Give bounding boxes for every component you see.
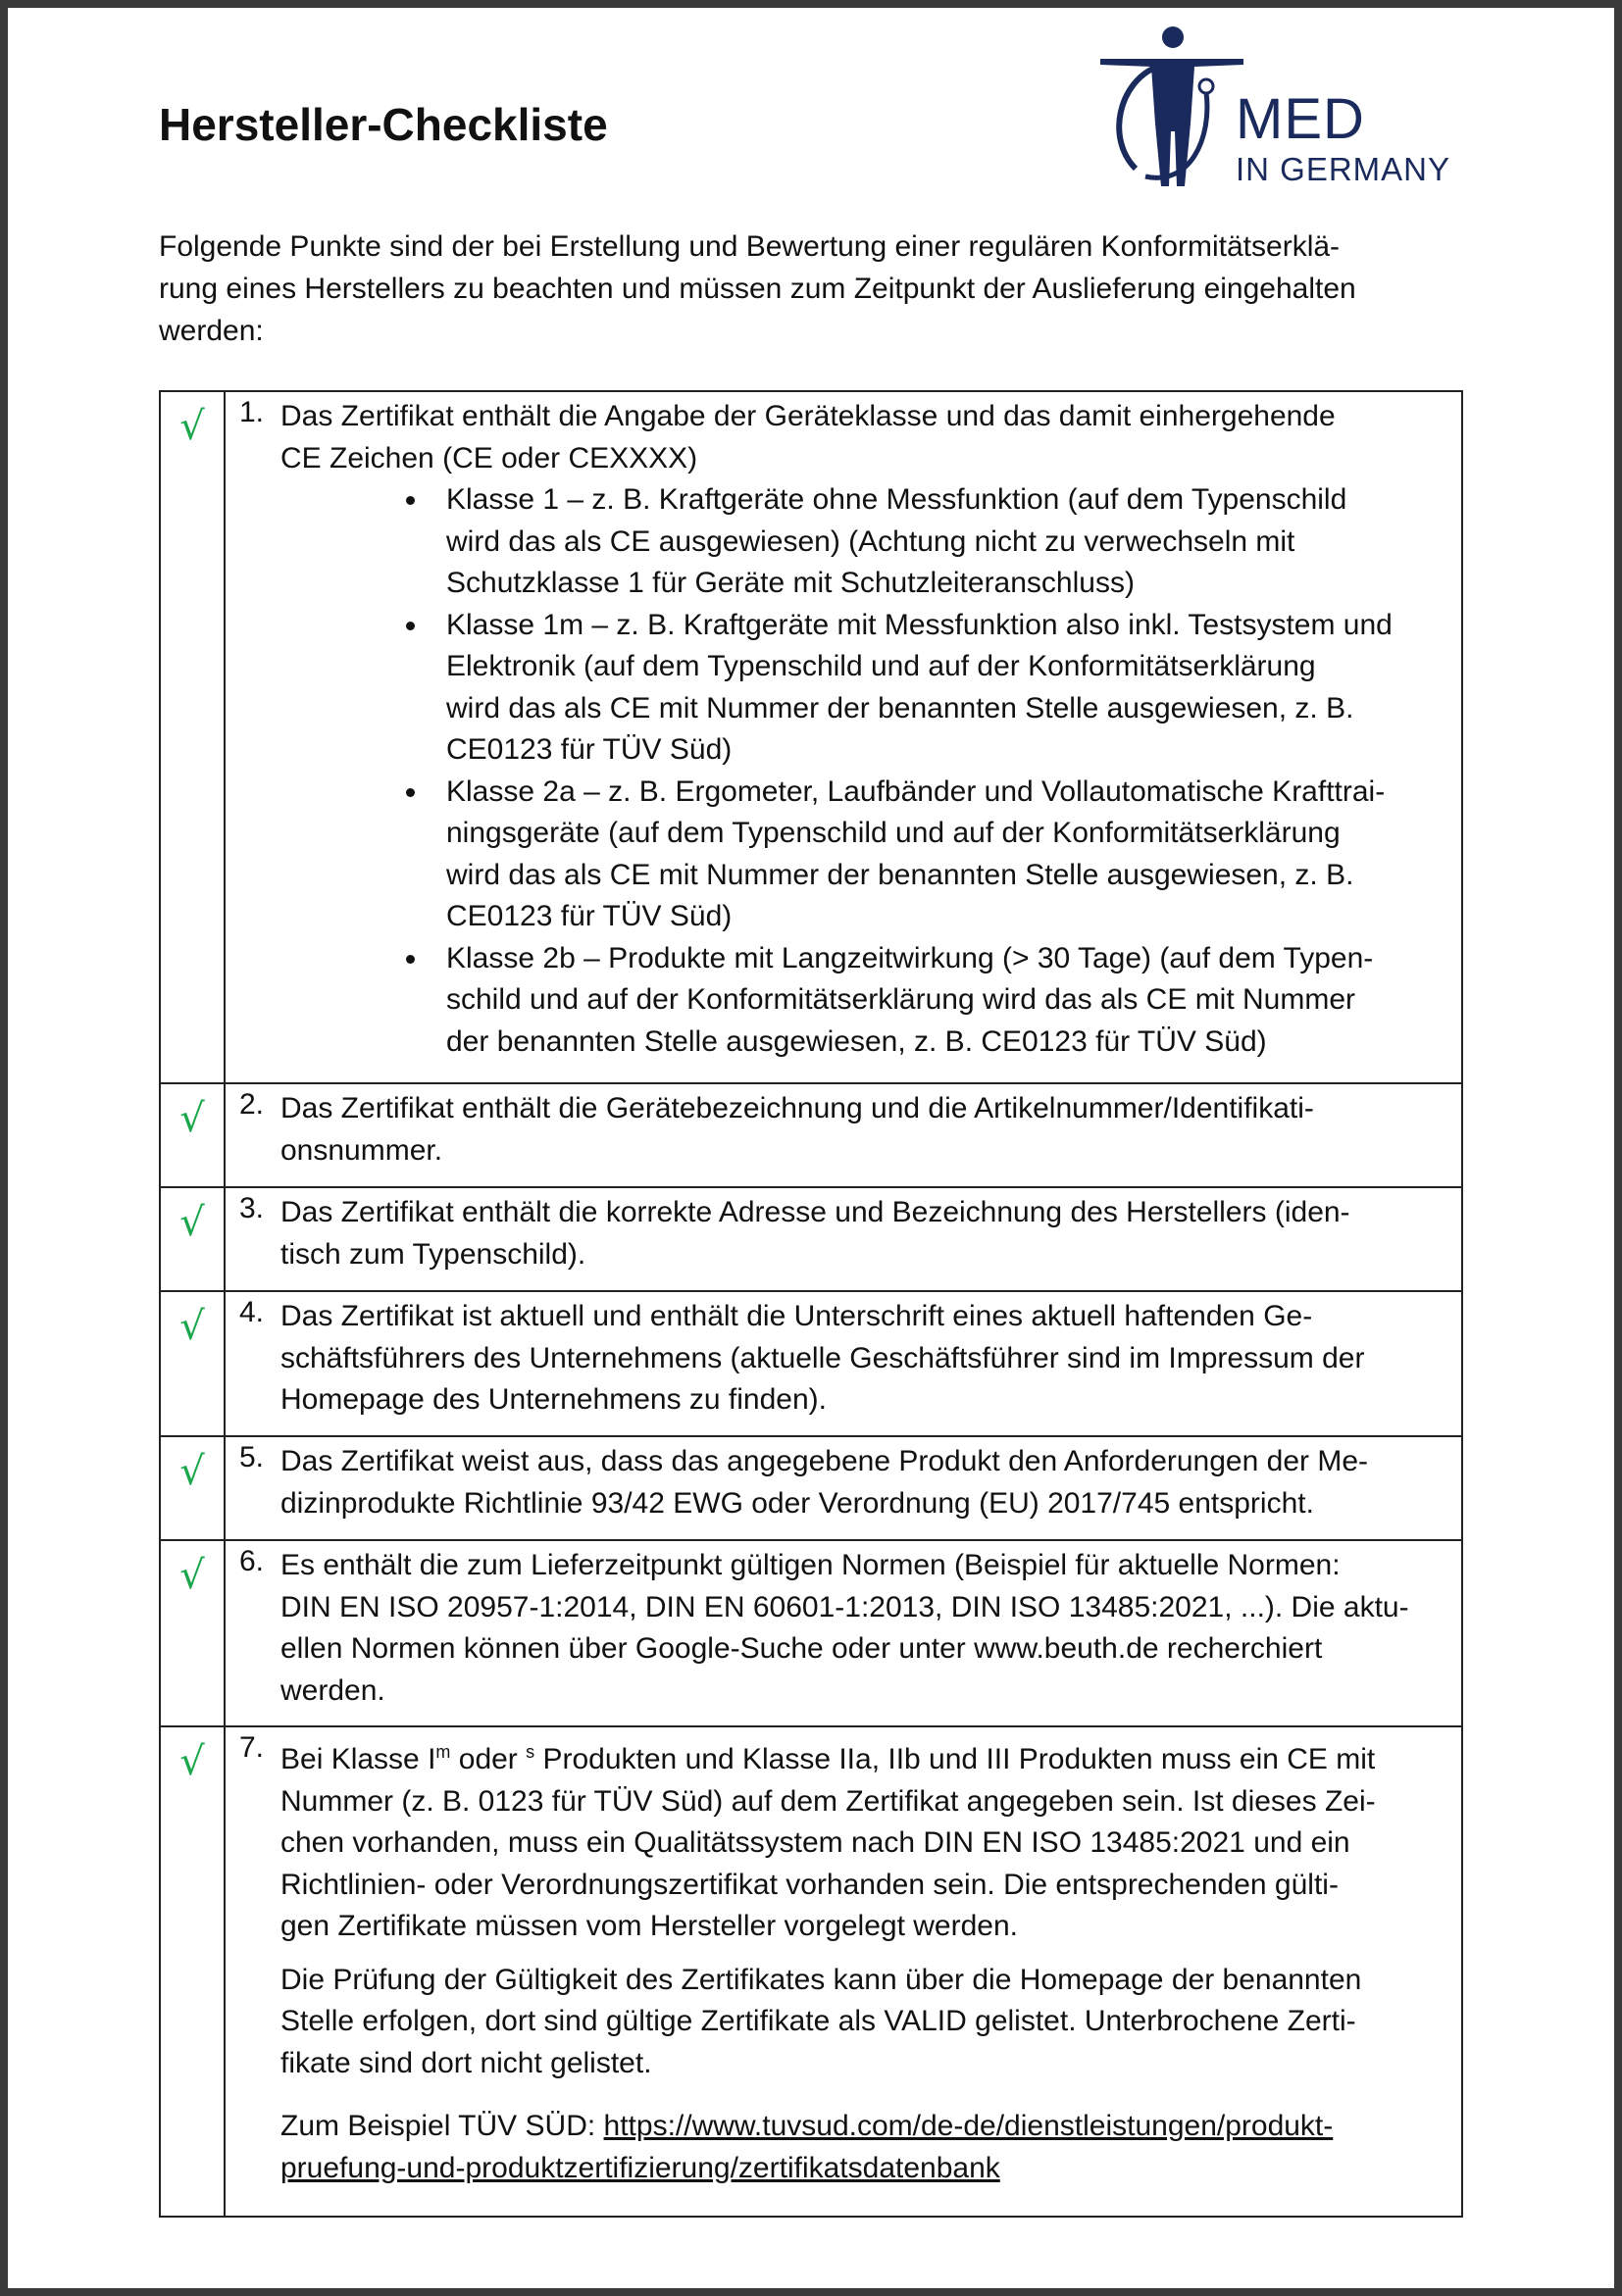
item-text-fragment: Bei Klasse I [280, 1743, 436, 1775]
tuvsud-link[interactable]: https://www.tuvsud.com/de-de/dienstleistungen/produkt- [603, 2110, 1334, 2142]
bullet-text-line: ningsgeräte (auf dem Typenschild und auf der Konformitätserklärung [446, 817, 1341, 849]
item-text-fragment: Produkten und Klasse IIa, IIb und III Produkten muss ein CE mit [534, 1743, 1376, 1775]
vitruvian-figure-icon [1096, 22, 1253, 198]
item-text-line: onsnummer. [280, 1133, 443, 1167]
checklist-row [160, 1291, 1462, 1436]
bullet-item [239, 938, 1447, 1064]
superscript-m: m [435, 1742, 451, 1762]
item-text-line: dizinprodukte Richtlinie 93/42 EWG oder Verordnung (EU) 2017/745 entspricht. [280, 1486, 1314, 1520]
intro-line: rung eines Herstellers zu beachten und müssen zum Zeitpunkt der Auslieferung eingehalten [159, 273, 1356, 305]
bullet-text-line: schild und auf der Konformitätserklärung wird das als CE mit Nummer [446, 983, 1356, 1016]
checklist-table [159, 390, 1463, 2218]
item-text-line: ellen Normen können über Google-Suche oder unter www.beuth.de recherchiert [280, 1632, 1323, 1665]
item-text-line: gen Zertifikate müssen vom Hersteller vorgelegt werden. [280, 1910, 1018, 1942]
bullet-icon [406, 622, 415, 630]
bullet-text-line: Klasse 2a – z. B. Ergometer, Laufbänder und Vollautomatische Krafttrai- [446, 774, 1386, 808]
checkmark-icon: √ [160, 1726, 225, 2217]
item-text-line: tisch zum Typenschild). [280, 1237, 586, 1271]
bullet-text-line: Elektronik (auf dem Typenschild und auf der Konformitätserklärung [446, 650, 1316, 682]
item-text-line: fikate sind dort nicht gelistet. [280, 2046, 652, 2079]
bullet-text-line: Klasse 2b – Produkte mit Langzeitwirkung (> 30 Tage) (auf dem Typen- [446, 941, 1374, 974]
checklist-row [160, 1187, 1462, 1291]
document-page [8, 8, 1614, 2288]
item-text-line: Es enthält die zum Lieferzeitpunkt gültigen Normen (Beispiel für aktuelle Normen: [280, 1549, 1341, 1581]
checklist-row [160, 1083, 1462, 1187]
item-text-line [280, 1731, 1375, 1781]
checklist-item-2 [225, 1083, 1462, 1187]
bullet-text-line: Schutzklasse 1 für Geräte mit Schutzleiteranschluss) [446, 567, 1135, 599]
checkmark-icon: √ [160, 1540, 225, 1726]
example-line [239, 2106, 1447, 2148]
checklist-item-5 [225, 1436, 1462, 1540]
item-number: 2. [239, 1088, 265, 1121]
bullet-text-line: CE0123 für TÜV Süd) [446, 900, 733, 932]
bullet-text-line: wird das als CE mit Nummer der benannten Stelle ausgewiesen, z. B. [446, 691, 1354, 724]
bullet-text-line: wird das als CE ausgewiesen) (Achtung nicht zu verwechseln mit [446, 524, 1295, 558]
bullet-item [239, 772, 1447, 938]
item-text-line: Stelle erfolgen, dort sind gültige Zertifikate als VALID gelistet. Unterbrochene Zerti- [280, 2005, 1356, 2037]
item-text-line: werden. [280, 1673, 385, 1707]
checklist-item-6 [225, 1540, 1462, 1726]
item-text-line: DIN EN ISO 20957-1:2014, DIN EN 60601-1:2013, DIN ISO 13485:2021, ...). Die aktu- [280, 1590, 1409, 1623]
item-number: 6. [239, 1545, 265, 1577]
item-text-line: Die Prüfung der Gültigkeit des Zertifikates kann über die Homepage der benannten [280, 1963, 1362, 1996]
page-title: Hersteller-Checkliste [159, 99, 608, 150]
example-prefix: Zum Beispiel TÜV SÜD: [280, 2110, 604, 2142]
checklist-row [160, 391, 1462, 1083]
item-text-line: Das Zertifikat enthält die Angabe der Geräteklasse und das damit einhergehende [280, 400, 1336, 432]
bullet-text-line: Klasse 1 – z. B. Kraftgeräte ohne Messfunktion (auf dem Typenschild [446, 483, 1347, 516]
bullet-text-line: Klasse 1m – z. B. Kraftgeräte mit Messfunktion also inkl. Testsystem und [446, 608, 1393, 641]
logo-text-med: MED [1236, 87, 1365, 151]
item-number: 7. [239, 1731, 265, 1764]
item-text-line: Das Zertifikat weist aus, dass das angegebene Produkt den Anforderungen der Me- [280, 1445, 1368, 1477]
intro-line: Folgende Punkte sind der bei Erstellung und Bewertung einer regulären Konformitätserklä- [159, 230, 1341, 263]
intro-line: werden: [159, 315, 264, 347]
checkmark-icon: √ [160, 391, 225, 1083]
checklist-item-1 [225, 391, 1462, 1083]
intro-paragraph [159, 225, 1473, 352]
item-text-line: Nummer (z. B. 0123 für TÜV Süd) auf dem Zertifikat angegeben sein. Ist dieses Zei- [280, 1784, 1376, 1818]
item-text-line: CE Zeichen (CE oder CEXXXX) [280, 441, 698, 474]
item-text-line: Das Zertifikat enthält die korrekte Adresse und Bezeichnung des Herstellers (iden- [280, 1196, 1350, 1228]
item-text-line: Das Zertifikat ist aktuell und enthält die Unterschrift eines aktuell haftenden Ge- [280, 1300, 1313, 1332]
item-text-line: Homepage des Unternehmens zu finden). [280, 1383, 827, 1416]
checklist-row [160, 1726, 1462, 2217]
bullet-icon [406, 955, 415, 964]
checkmark-icon: √ [160, 1291, 225, 1436]
bullet-icon [406, 496, 415, 505]
tuvsud-link-continued[interactable]: pruefung-und-produktzertifizierung/zertifikatsdatenbank [280, 2151, 1000, 2184]
checklist-row [160, 1540, 1462, 1726]
checklist-item-3 [225, 1187, 1462, 1291]
bullet-item [239, 605, 1447, 772]
checkmark-icon: √ [160, 1187, 225, 1291]
bullet-icon [406, 788, 415, 797]
example-line [239, 2148, 1447, 2190]
checkmark-icon: √ [160, 1436, 225, 1540]
bullet-text-line: der benannten Stelle ausgewiesen, z. B. CE0123 für TÜV Süd) [446, 1024, 1267, 1058]
item-text-line: schäftsführers des Unternehmens (aktuelle Geschäftsführer sind im Impressum der [280, 1341, 1365, 1374]
checklist-item-4 [225, 1291, 1462, 1436]
checklist-item-7 [225, 1726, 1462, 2217]
bullet-text-line: wird das als CE mit Nummer der benannten Stelle ausgewiesen, z. B. [446, 858, 1354, 891]
item-text-line: chen vorhanden, muss ein Qualitätssystem nach DIN EN ISO 13485:2021 und ein [280, 1826, 1350, 1859]
item-number: 1. [239, 396, 265, 428]
item-number: 3. [239, 1192, 265, 1224]
item-text-fragment: oder [450, 1743, 527, 1775]
item-number: 4. [239, 1296, 265, 1328]
bullet-item [239, 479, 1447, 605]
checkmark-icon: √ [160, 1083, 225, 1187]
bullet-text-line: CE0123 für TÜV Süd) [446, 733, 733, 766]
logo-text-in-germany: IN GERMANY [1236, 151, 1451, 187]
checklist-row [160, 1436, 1462, 1540]
item-number: 5. [239, 1441, 265, 1473]
item-text-line: Richtlinien- oder Verordnungszertifikat vorhanden sein. Die entsprechenden gülti- [280, 1868, 1339, 1901]
med-in-germany-logo [1096, 22, 1479, 198]
superscript-s: s [526, 1742, 535, 1762]
item-text-line: Das Zertifikat enthält die Gerätebezeichnung und die Artikelnummer/Identifikati- [280, 1092, 1314, 1124]
